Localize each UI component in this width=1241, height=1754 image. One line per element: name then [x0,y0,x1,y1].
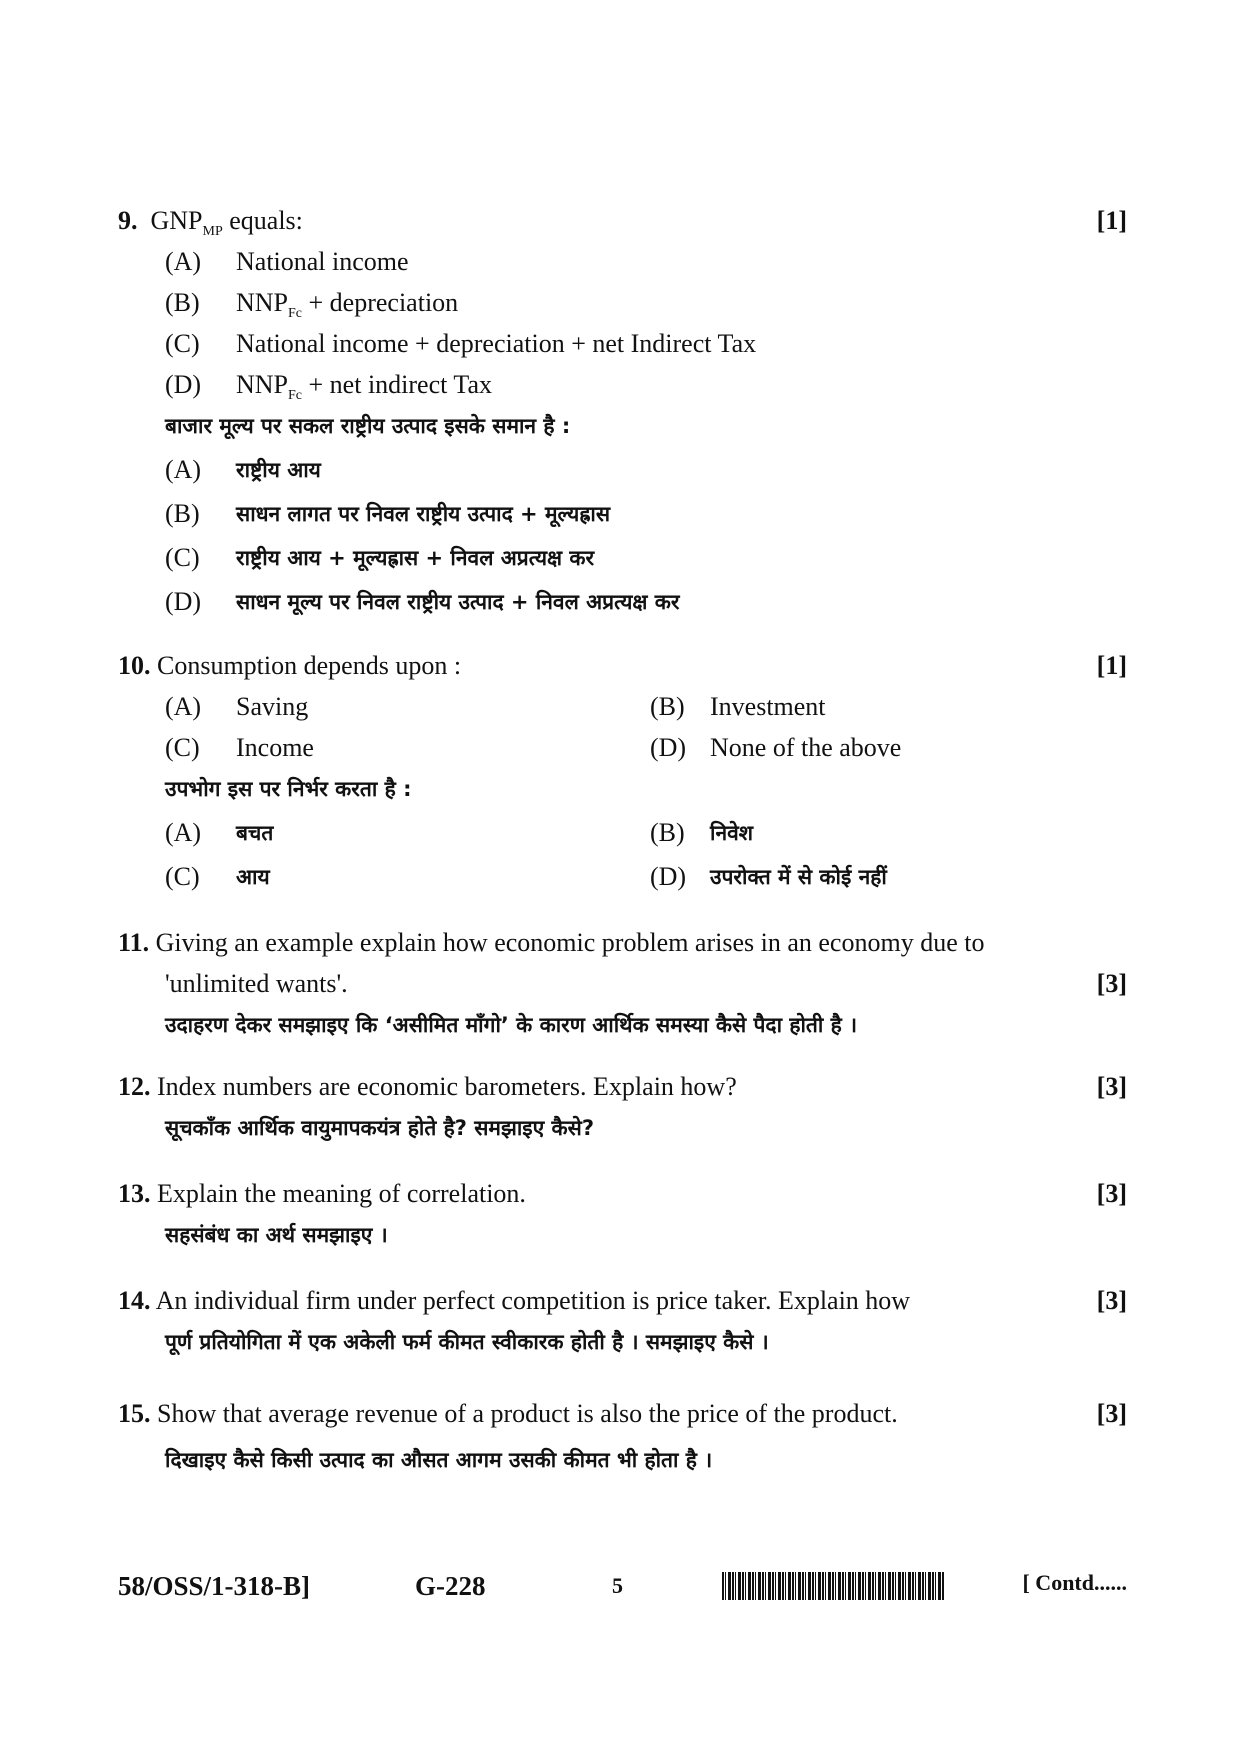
marks: [1] [1096,651,1127,680]
question-number: 13. [118,1179,151,1208]
question-12-text: Index numbers are economic barometers. Explain how? [157,1072,737,1101]
option-b: (B) $NNP_{Fc}$ + depreciation [165,288,459,322]
question-11-text-cont: 'unlimited wants'. [3] [118,963,1127,1004]
option-row: (A) Saving (B) Investment [165,692,826,721]
question-14-stem [118,1280,1127,1321]
barcode-icon [722,1572,944,1600]
marks: [1] [1096,206,1127,235]
hindi-text: सूचकाँक आर्थिक वायुमापकयंत्र होते है? समझाइए कैसे? [165,1116,595,1140]
question-15 [118,1393,1127,1486]
question-15-stem [118,1393,1127,1434]
hindi-text: पूर्ण प्रतियोगिता में एक अकेली फर्म कीमत स्वीकारक होती है । समझाइए कैसे । [165,1330,769,1354]
option-d: (D) $NNP_{Fc}$ + net indirect Tax [165,370,492,404]
hindi-stem: उपभोग इस पर निर्भर करता है : [165,777,412,801]
hindi-text: दिखाइए कैसे किसी उत्पाद का औसत आगम उसकी कीमत भी होता है । [165,1448,713,1472]
marks: [3] [1096,1286,1127,1315]
question-11-stem [118,922,1127,963]
question-11-text: Giving an example explain how economic problem arises in an economy due to [155,928,985,957]
paper-code: 58/OSS/1-318-B] [118,1571,311,1601]
question-10-stem [118,645,1127,686]
hindi-option-b: (B) साधन लागत पर निवल राष्ट्रीय उत्पाद + मूल्यह्रास [165,499,611,528]
hindi-option-c: (C) राष्ट्रीय आय + मूल्यह्रास + निवल अप्रत्यक्ष कर [165,543,595,572]
hindi-option-d: (D) साधन मूल्य पर निवल राष्ट्रीय उत्पाद + निवल अप्रत्यक्ष कर [165,587,680,616]
question-12-stem [118,1066,1127,1107]
hindi-option-a: (A) राष्ट्रीय आय [165,455,321,484]
question-number: 9. [118,206,138,235]
hindi-option-row: (A) बचत (B) निवेश [165,818,754,847]
option-c: (C) National income + depreciation + net Indirect Tax [165,329,757,358]
question-14 [118,1280,1127,1364]
hindi-text: सहसंबंध का अर्थ समझाइए । [165,1223,388,1247]
hindi-stem: बाजार मूल्य पर सकल राष्ट्रीय उत्पाद इसके समान है : [165,414,571,438]
contd-label: [ Contd...... [1022,1570,1127,1595]
question-9-stem [118,200,1127,241]
page-number: 5 [612,1573,623,1598]
question-number: 10. [118,651,151,680]
hindi-option-row: (C) आय (D) उपरोक्त में से कोई नहीं [165,862,887,891]
question-14-text: An individual firm under perfect competition is price taker. Explain how [155,1286,911,1315]
question-13-stem [118,1173,1127,1214]
question-10-text: Consumption depends upon : [157,651,462,680]
page-footer [118,1564,1127,1608]
question-13-text: Explain the meaning of correlation. [157,1179,526,1208]
question-number: 11. [118,928,150,957]
question-number: 12. [118,1072,151,1101]
question-11 [118,922,1127,1047]
option-a: (A) National income [165,247,409,276]
option-row: (C) Income (D) None of the above [165,733,902,762]
question-number: 15. [118,1399,151,1428]
marks: [3] [1096,969,1127,998]
series-code: G-228 [415,1571,486,1601]
question-15-text: Show that average revenue of a product is also the price of the product. [157,1399,898,1428]
question-12 [118,1066,1127,1150]
marks: [3] [1096,1179,1127,1208]
question-9 [118,200,1127,624]
marks: [3] [1096,1399,1127,1428]
marks: [3] [1096,1072,1127,1101]
question-13 [118,1173,1127,1257]
hindi-text: उदाहरण देकर समझाइए कि ‘असीमित माँगो’ के कारण आर्थिक समस्या कैसे पैदा होती है । [165,1013,858,1037]
question-number: 14. [118,1286,151,1315]
question-10 [118,645,1127,899]
question-9-text: $GNP_{MP}$ equals: [150,206,303,240]
